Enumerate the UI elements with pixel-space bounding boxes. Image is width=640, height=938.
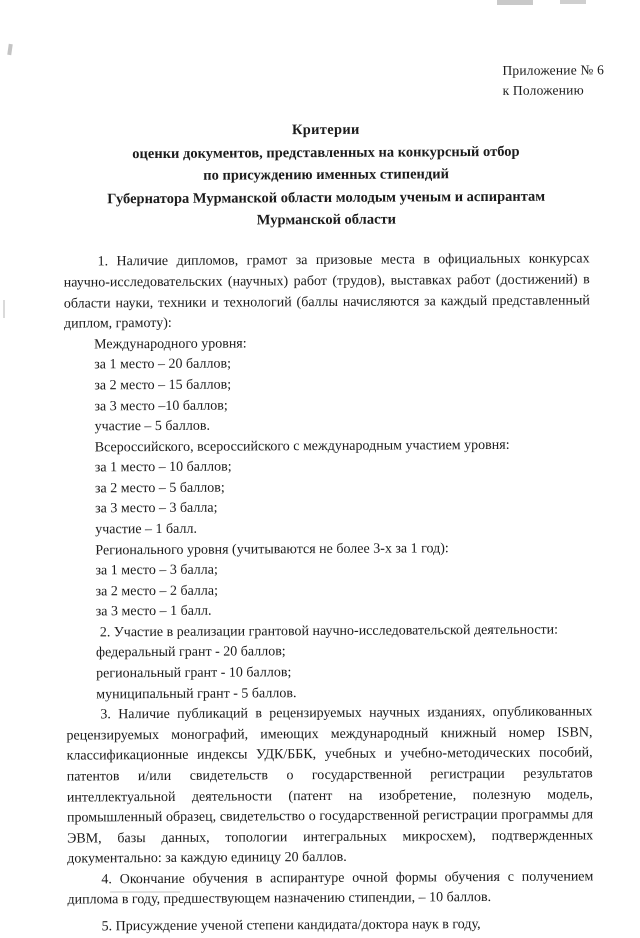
grant-federal: федеральный грант - 20 баллов; xyxy=(95,644,286,661)
title-line-3: по присуждению именных стипендий xyxy=(203,166,449,184)
allrussian-place-2: за 2 место – 5 баллов; xyxy=(94,480,225,497)
criterion-5: 5. Присуждение ученой степени кандидата/доктора наук в году, xyxy=(101,917,481,935)
international-level-heading: Международного уровня: xyxy=(94,336,247,353)
regional-place-3: за 3 место – 1 балл. xyxy=(95,603,212,620)
regional-place-2: за 2 место – 2 балла; xyxy=(95,583,219,600)
grant-municipal: муниципальный грант - 5 баллов. xyxy=(96,685,297,702)
title-line-2: оценки документов, представленных на конкурсный отбор xyxy=(132,143,520,162)
allrussian-participation: участие – 1 балл. xyxy=(95,521,198,538)
allrussian-level-group xyxy=(65,435,592,541)
criterion-1: 1. Наличие дипломов, грамот за призовые места в официальных конкурсах научно-исследовательских (научных) работ (трудов), выставках работ (достижений) в области науки, техники и технологий (баллы начисляются за каждый представленный диплом, грамоту): xyxy=(63,251,590,332)
title-line-4: Губернатора Мурманской области молодым ученым и аспирантам xyxy=(107,188,546,207)
regional-level-group xyxy=(65,538,591,624)
allrussian-place-1: за 1 место – 10 баллов; xyxy=(94,459,232,476)
title-line-1: Критерии xyxy=(291,121,360,139)
appendix-number: Приложение № 6 xyxy=(502,62,605,78)
title-line-5: Мурманской области xyxy=(256,211,397,229)
appendix-reference: к Положению xyxy=(502,81,584,98)
criterion-2: 2. Участие в реализации грантовой научно-исследовательской деятельности: xyxy=(99,622,559,641)
criterion-4: 4. Окончание обучения в аспирантуре очной формы обучения с получением диплома в году, предшествующем назначению стипендии, – 10 баллов. xyxy=(67,869,594,908)
document-title xyxy=(63,117,590,233)
allrussian-place-3: за 3 место – 3 балла; xyxy=(95,501,218,517)
grant-group xyxy=(66,641,592,706)
grant-regional: региональный грант - 10 баллов; xyxy=(96,665,292,682)
international-place-3: за 3 место –10 баллов; xyxy=(94,398,228,414)
international-place-1: за 1 место – 20 баллов; xyxy=(94,356,232,373)
international-level-group xyxy=(64,332,591,438)
regional-place-1: за 1 место – 3 балла; xyxy=(95,562,218,579)
appendix-block xyxy=(502,60,605,100)
international-participation: участие – 5 баллов. xyxy=(94,418,210,435)
international-place-2: за 2 место – 15 баллов; xyxy=(94,377,232,394)
document-body xyxy=(64,250,594,938)
criterion-3: 3. Наличие публикаций в рецензируемых научных изданиях, опубликованных рецензируемых монографий, имеющих международный книжный номер ISBN, классификационные индексы УДК/ББК, учебных и учебно-методических пособий, патентов и/или свидетельств о государственной регистрации результатов интеллектуальной деятельности (патент на изобретение, полезную модель, промышленный образец, свидетельство о государственной регистрации программы для ЭВМ, базы данных, топологии интегральных микросхем), подтвержденных документально: за каждую единицу 20 баллов. xyxy=(66,704,594,867)
allrussian-level-heading: Всероссийского, всероссийского с международным участием уровня: xyxy=(94,437,510,456)
regional-level-heading: Регионального уровня (учитываются не более 3-х за 1 год): xyxy=(95,540,449,558)
